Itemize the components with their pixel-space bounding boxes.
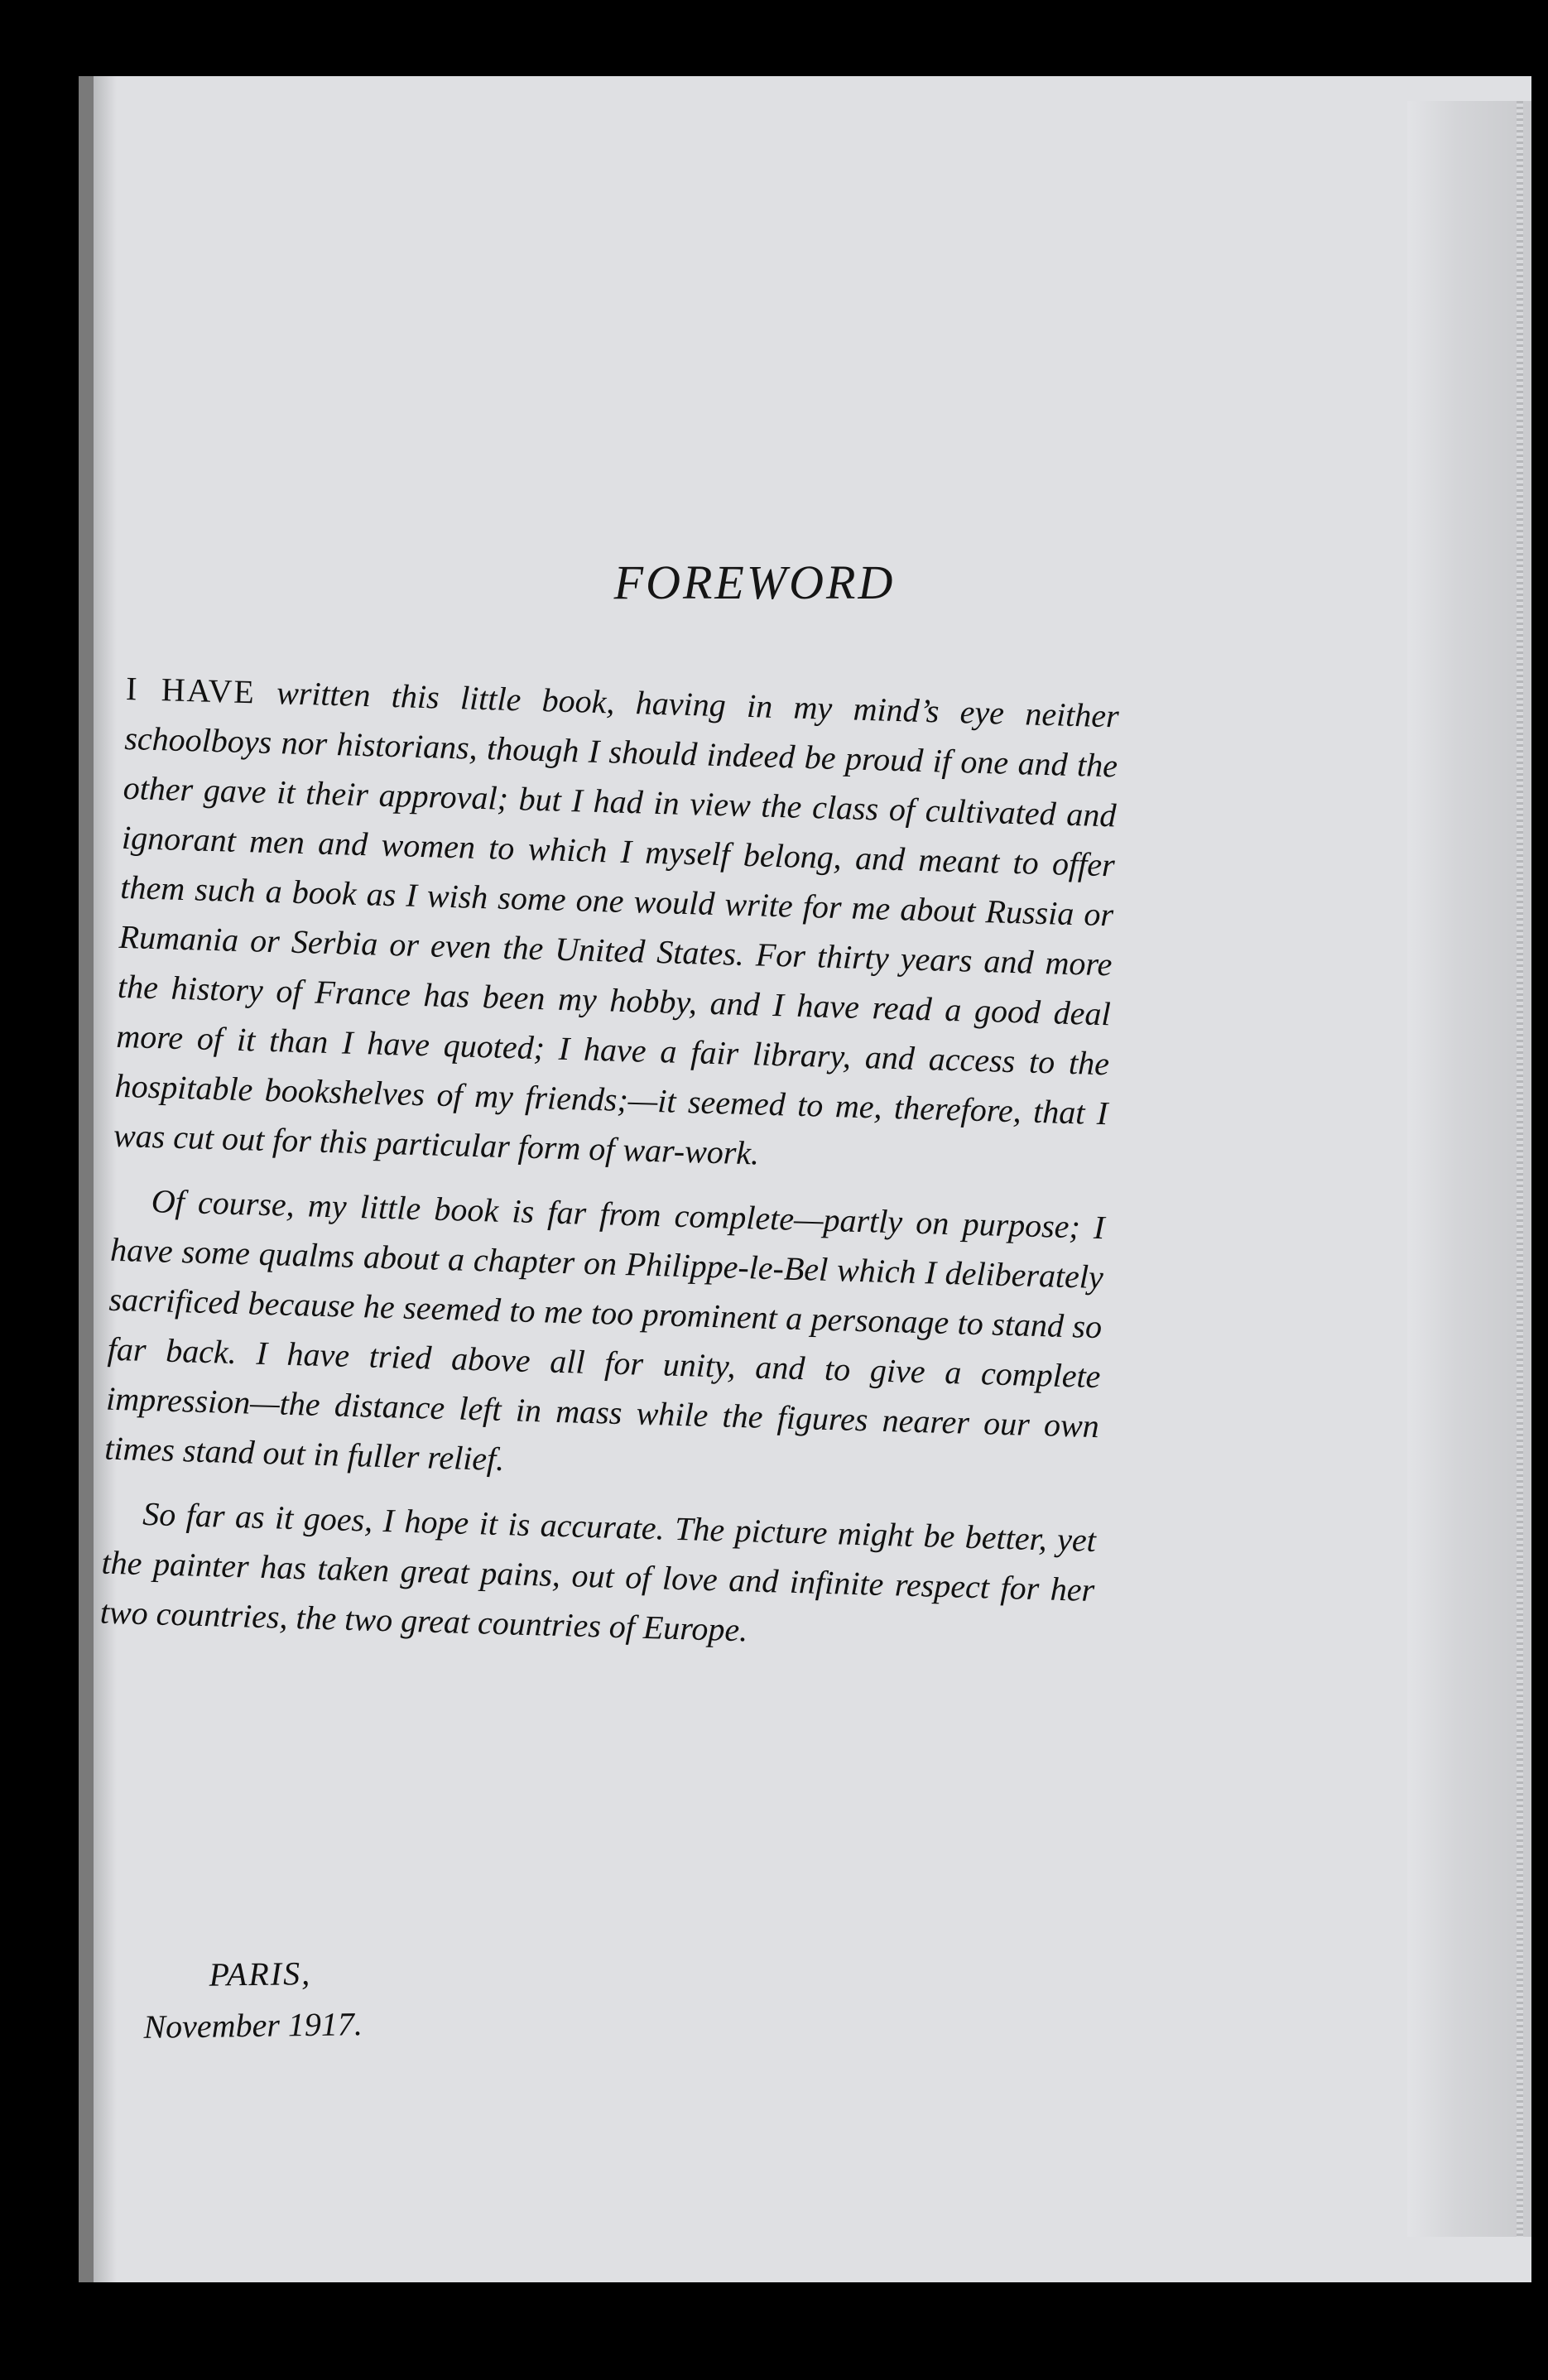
paragraph-1-text: written this little book, having in my mind’s eye neither schoolboys nor historians, though I should indeed be proud if one and the other gave it their approval; but I had in view the class of cultivated and ignorant men and women to which I myself belong, and meant to offer them such a book as I wish some one would write for me about Russia or Rumania or Serbia or even the United States. For thirty years and more the history of France has been my hobby, and I have read a good deal more of it than I have quoted; I have a fair library, and access to the hospitable bookshelves of my friends;—it seemed to me, therefore, that I was cut out for this particular form of war-work. bbox=[113, 673, 1120, 1172]
paragraph-1 bbox=[113, 664, 1119, 1188]
signoff bbox=[142, 1947, 363, 2053]
page-stack-edge bbox=[1407, 101, 1531, 2237]
paragraph-3: So far as it goes, I hope it is accurate. The picture might be better, yet the painter has taken great pains, out of love and infinite respect for her two countries, the two great countries of Europe. bbox=[99, 1494, 1097, 1649]
foreword-body bbox=[99, 664, 1120, 1680]
paragraph-1-lead: I HAVE bbox=[125, 669, 257, 711]
book-page bbox=[79, 76, 1531, 2282]
page-title: FOREWORD bbox=[613, 555, 896, 609]
signoff-city: PARIS, bbox=[209, 1954, 312, 1993]
signoff-date: November 1917. bbox=[143, 2005, 363, 2046]
paragraph-2: Of course, my little book is far from complete—partly on purpose; I have some qualms about a chapter on Philippe-le-Bel which I deliberately sacrificed because he seemed to me too prominent a personage to stand so far back. I have tried above all for unity, and to give a complete impression—the distance left in mass while the figures nearer our own times stand out in fuller relief. bbox=[103, 1182, 1106, 1478]
